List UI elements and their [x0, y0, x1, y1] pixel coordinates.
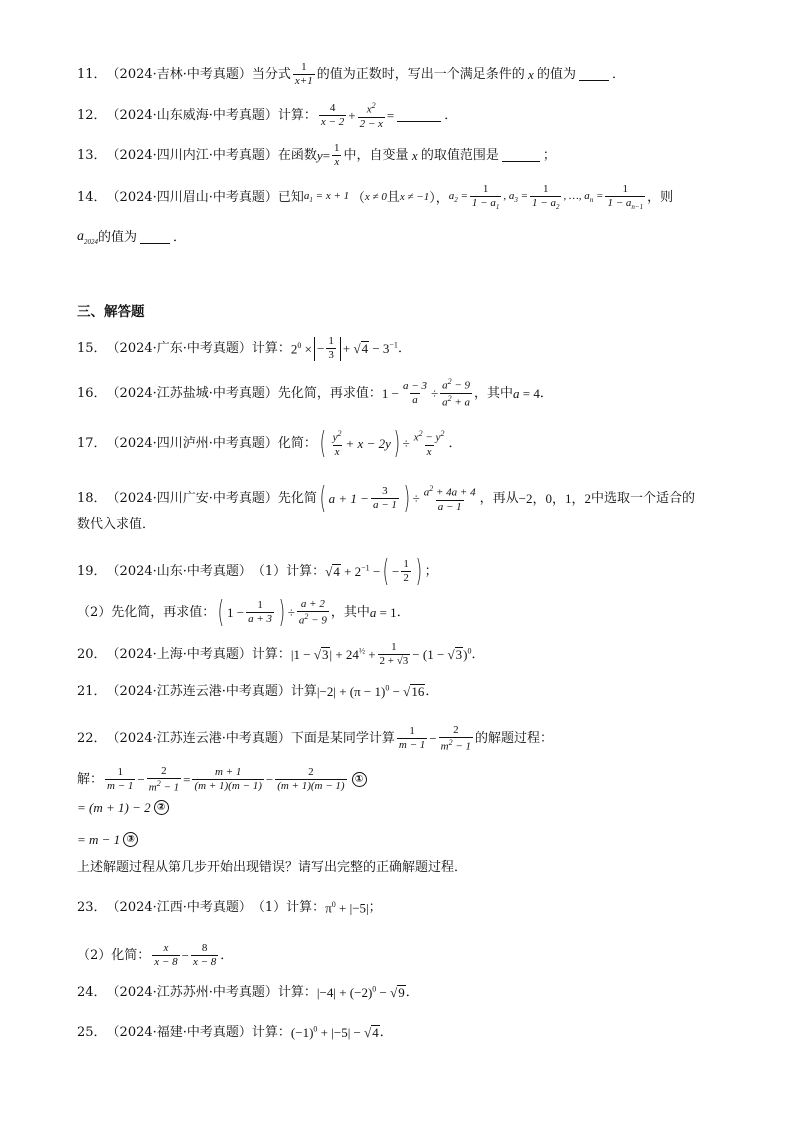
problem-20: 20． （2024·上海·中考真题） 计算： $|1 - √3| + 24^{\frac{1}{2}}$ + $\frac{1}{2 + √3}$ − $(1 - √3)^0$ ． — [77, 641, 485, 667]
problem-14: 14． （2024·四川眉山·中考真题） 已知 $a_1 = x + 1$ （ x ≠ 0 且 x ≠ −1 ）， $a_2$ = $\frac{1}{1 - a_1}$ , $a_3$ = $\frac{1}{1 - a_2}$ , …, $a_n$ = $\frac{1}{1 - a_{n-1}}$ ，则 — [77, 183, 674, 212]
problem-22-step1: 解： $\frac{1}{m - 1}$ − $\frac{2}{m^2 - 1}$ = $\frac{m + 1}{(m + 1)(m - 1)}$ − $\frac{2}{(m + 1)(m - 1)}$ ① — [77, 766, 734, 794]
problem-24: 24． （2024·江苏苏州·中考真题） 计算： $|-4| + (-2)^0 - √9$ ． — [77, 984, 419, 1001]
problem-16: 16． （2024·江苏盐城·中考真题） 先化简，再求值： 1 − $\frac{a - 3}{a}$ ÷ $\frac{a^2 - 9}{a^2 + a}$ ，其中 a = 4 ． — [77, 377, 553, 409]
problem-18-line2: 数代入求值． — [77, 517, 156, 532]
problem-15: 15． （2024·广东·中考真题） 计算： $2^0$ × − $\frac{1}{3}$ + $√4 - 3^{-1}$ ． — [77, 335, 411, 361]
problem-22-step2: = (m + 1) − 2 ② — [77, 800, 734, 815]
problem-14-line2: $a_{2024}$ 的值为 ． — [77, 229, 187, 246]
section-heading: 三、解答题 — [77, 304, 145, 320]
answer-blank — [502, 149, 540, 162]
problem-22: 22． （2024·江苏连云港·中考真题） 下面是某同学计算 $\frac{1}{m - 1}$ − $\frac{2}{m^2 - 1}$ 的解题过程： — [77, 724, 554, 753]
step-marker: ① — [352, 772, 367, 787]
problem-11: 11． （2024·吉林·中考真题） 当分式 $\frac{1}{x+1}$ 的值为正数时，写出一个满足条件的 x 的值为 ． — [77, 61, 626, 87]
problem-23: 23． （2024·江西·中考真题） （1）计算： $\pi^0 + |-5|$ ； — [77, 900, 382, 916]
problem-19: 19． （2024·山东·中考真题） （1）计算： $√4 + 2^{-1}$ − ( − $\frac{1}{2}$ ) ； — [77, 554, 438, 589]
answer-blank — [397, 109, 441, 122]
problem-19-part2: （2）先化简，再求值： ( 1 − $\frac{1}{a + 3}$ ) ÷ $\frac{a + 2}{a^2 - 9}$ ，其中 a = 1 ． — [77, 595, 410, 631]
problem-18: 18． （2024·四川广安·中考真题） 先化简 ( a + 1 − $\frac{3}{a - 1}$ ) ÷ $\frac{a^2 + 4a + 4}{a - 1}$ ，再从 −2，0，1，2 中选取一个适合的 — [77, 481, 695, 517]
answer-blank — [579, 68, 609, 81]
problem-25: 25． （2024·福建·中考真题） 计算： $(-1)^0 + |-5| - √4$ ． — [77, 1024, 393, 1041]
problem-12: 12． （2024·山东威海·中考真题） 计算： $\frac{4}{x - 2}$ + $\frac{x^2}{2 - x}$ = ． — [77, 101, 458, 130]
problem-17: 17． （2024·四川泸州·中考真题） 化简： ( $\frac{y^2}{x}$ + x − 2y ) ÷ $\frac{x^2 - y^2}{x}$ ． — [77, 426, 462, 462]
problem-22-question: 上述解题过程从第几步开始出现错误？请写出完整的正确解题过程． — [77, 860, 468, 875]
fraction: $\frac{1}{x+1}$ — [294, 61, 313, 87]
step-marker: ② — [154, 800, 169, 815]
problem-21: 21． （2024·江苏连云港·中考真题） 计算 $|-2| + (\pi - 1)^0 - √16$ ． — [77, 683, 439, 700]
problem-13: 13． （2024·四川内江·中考真题） 在函数 y = $\frac{1}{x}$ 中，自变量 x 的取值范围是 ； — [77, 142, 556, 168]
problem-23-part2: （2）化简： $\frac{x}{x - 8}$ − $\frac{8}{x - 8}$ ． — [77, 942, 234, 968]
step-marker: ③ — [123, 832, 138, 847]
problem-22-step3: = m − 1 ③ — [77, 832, 734, 847]
